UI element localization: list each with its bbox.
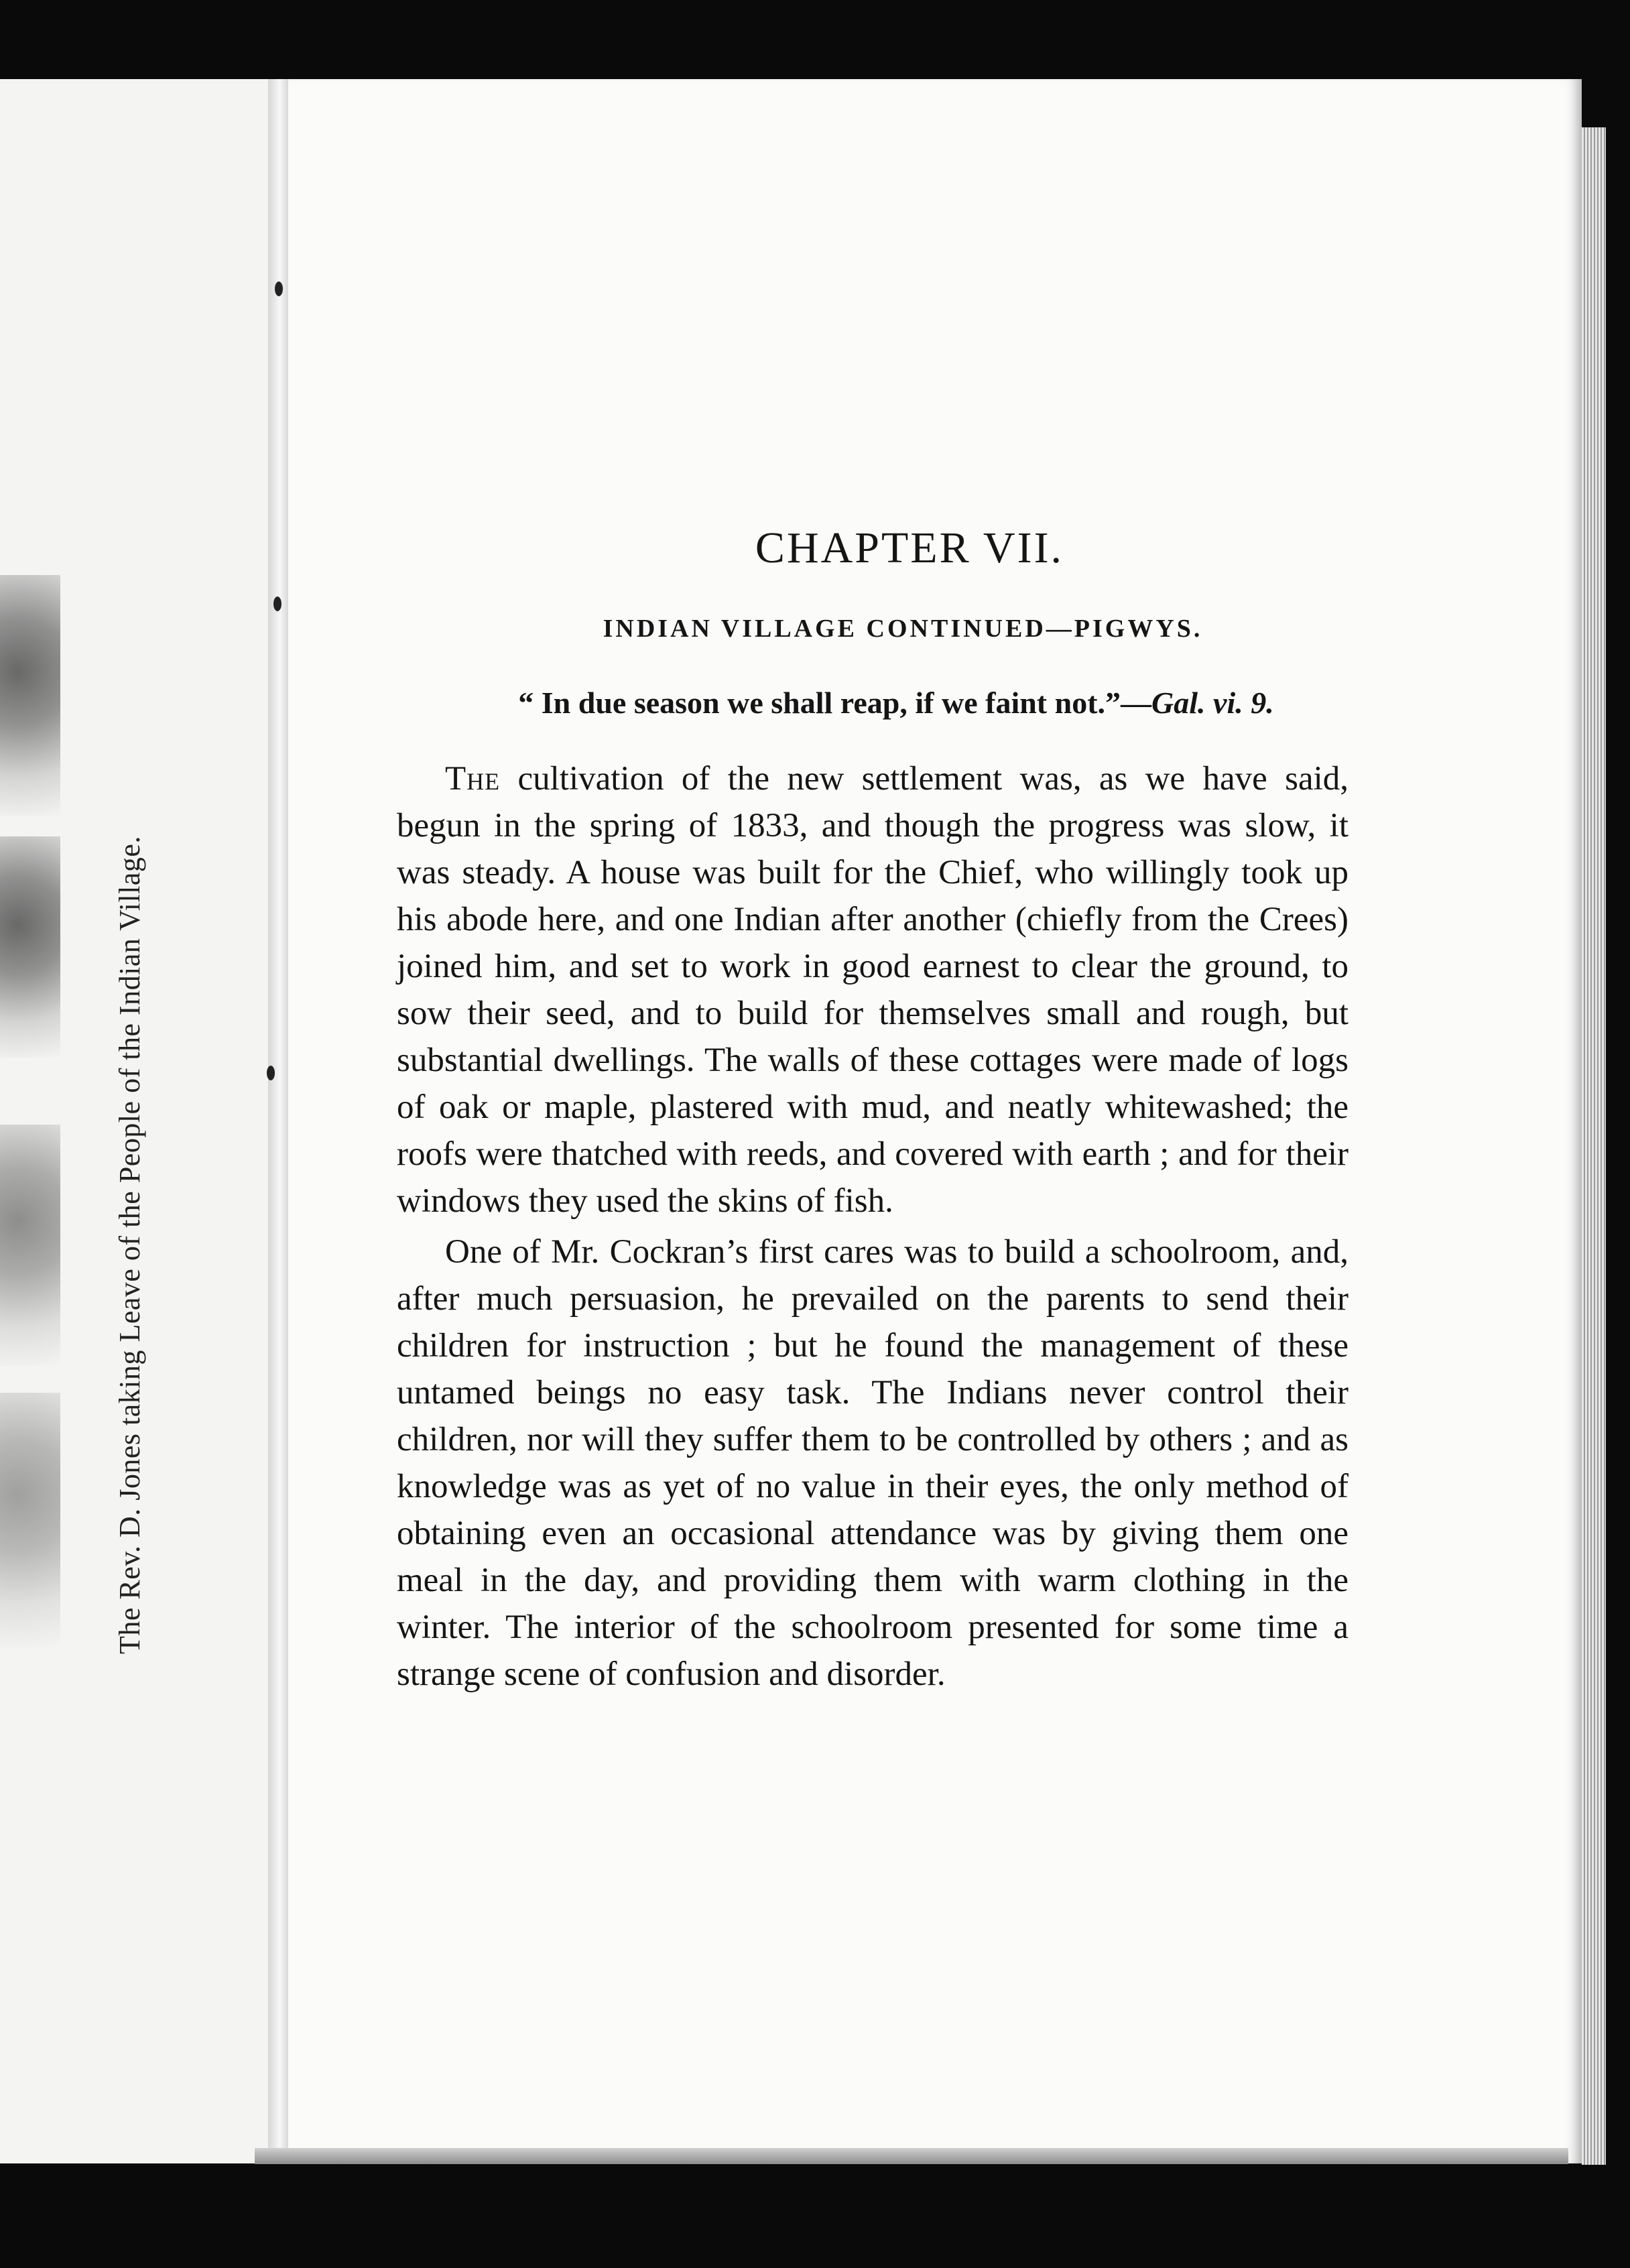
paragraph <box>397 755 1349 1224</box>
page-edge <box>1582 127 1606 2165</box>
plate-illustration-fragment <box>0 836 60 1058</box>
chapter-subtitle: INDIAN VILLAGE CONTINUED—PIGWYS. <box>603 615 1203 643</box>
page-text <box>397 523 1349 1702</box>
plate-illustration-fragment <box>0 1125 60 1366</box>
scan-speck <box>275 281 283 296</box>
plate-illustration-fragment <box>0 575 60 816</box>
page-bottom-edge <box>255 2148 1568 2164</box>
scan-speck <box>273 596 281 611</box>
paragraph-text: One of Mr. Cockran’s first cares was to build a schoolroom, and, after much persuasion, he prevailed on the parents to send their children for instruction ; but he found the management of these untamed beings no easy task. The Indians never control their children, nor will they suffer them to be controlled by others ; and as knowledge was as yet of no value in their eyes, the only method of obtaining even an occasional attendance was by giving them one meal in the day, and providing them with warm clothing in the winter. The interior of the schoolroom presented for some time a strange scene of confusion and disorder. <box>397 1233 1349 1693</box>
facing-plate-page <box>0 79 281 2163</box>
plate-caption: The Rev. D. Jones taking Leave of the People of the Indian Village. <box>113 836 146 1654</box>
epigraph <box>397 685 1349 720</box>
paragraph-text: cultivation of the new settlement was, as we have said, begun in the spring of 1833, and though the progress was slow, it was steady. A house was built for the Chief, who willingly took up his abode here, and one Indian after another (chiefly from the Crees) joined him, and set to work in good earnest to clear the ground, to sow their seed, and to build for themselves small and rough, but substantial dwellings. The walls of these cottages were made of logs of oak or maple, plastered with mud, and neatly whitewashed; the roofs were thatched with reeds, and covered with earth ; and for their windows they used the skins of fish. <box>397 760 1349 1220</box>
paragraph <box>397 1228 1349 1698</box>
plate-illustration-fragment <box>0 1393 60 1647</box>
scan-speck <box>267 1066 275 1080</box>
epigraph-quote: “ In due season we shall reap, if we faint not.”— <box>518 686 1152 720</box>
book-gutter <box>268 79 291 2163</box>
epigraph-source: Gal. vi. 9. <box>1151 686 1274 720</box>
chapter-title: CHAPTER VII. <box>755 523 1064 572</box>
paragraph-lead: The <box>445 760 501 798</box>
